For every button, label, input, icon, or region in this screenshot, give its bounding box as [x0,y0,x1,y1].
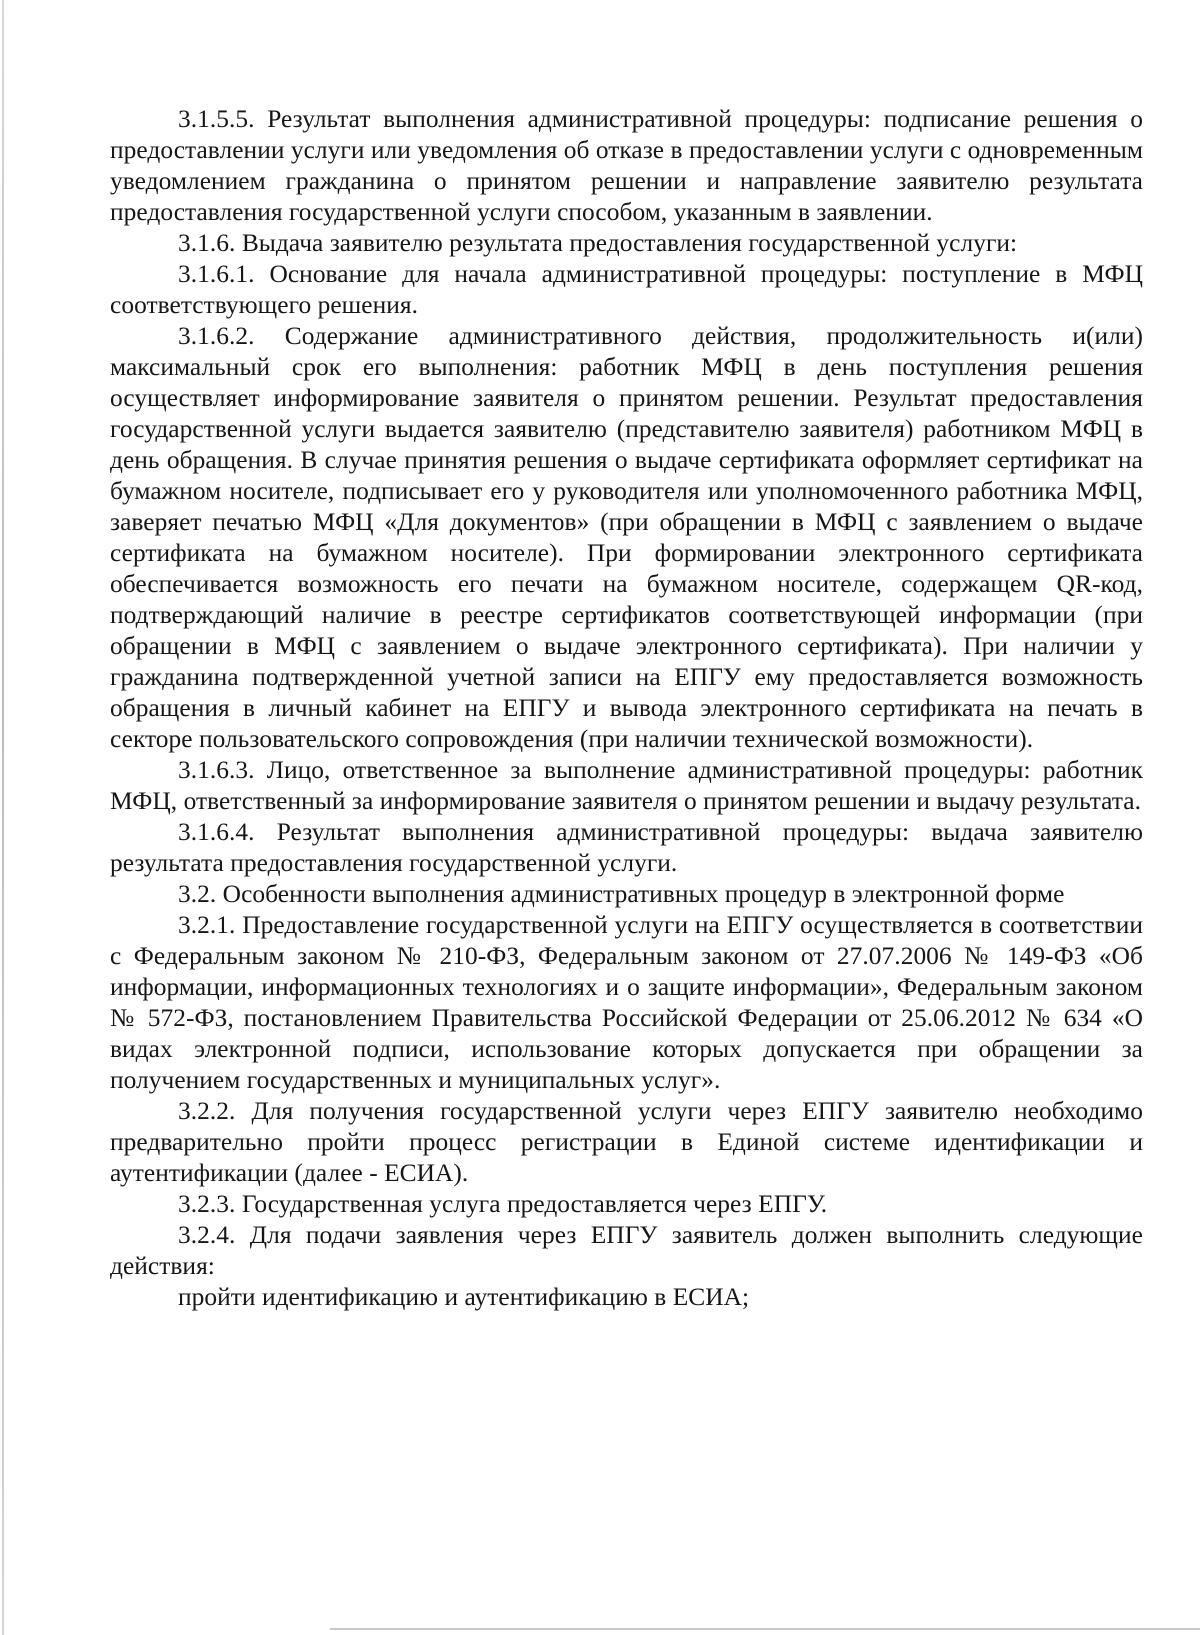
scan-edge-left [2,0,4,1635]
paragraph-3-2-1: 3.2.1. Предоставление государственной услуги на ЕПГУ осуществляется в соответствии с Федеральным законом № 210-ФЗ, Федеральным законом от 27.07.2006 № 149-ФЗ «Об информации, информационных технологиях и о защите информации», Федеральным законом № 572-ФЗ, постановлением Правительства Российской Федерации от 25.06.2012 № 634 «О видах электронной подписи, использование которых допускается при обращении за получением государственных и муниципальных услуг». [110,911,1143,1094]
paragraph-3-1-6-2: 3.1.6.2. Содержание административного действия, продолжительность и(или) максимальный срок его выполнения: работник МФЦ в день поступления решения осуществляет информирование заявителя о принятом решении. Результат предоставления государственной услуги выдается заявителю (представителю заявителя) работником МФЦ в день обращения. В случае принятия решения о выдаче сертификата оформляет сертификат на бумажном носителе, подписывает его у руководителя или уполномоченного работника МФЦ, заверяет печатью МФЦ «Для документов» (при обращении в МФЦ с заявлением о выдаче сертификата на бумажном носителе). При формировании электронного сертификата обеспечивается возможность его печати на бумажном носителе, содержащем QR-код, подтверждающий наличие в реестре сертификатов соответствующей информации (при обращении в МФЦ с заявлением о выдаче электронного сертификата). При наличии у гражданина подтвержденной учетной записи на ЕПГУ ему предоставляется возможность обращения в личный кабинет на ЕПГУ и вывода электронного сертификата на печать в секторе пользовательского сопровождения (при наличии технической возможности). [110,322,1143,753]
paragraph-3-1-5-5: 3.1.5.5. Результат выполнения административной процедуры: подписание решения о предоставлении услуги или уведомления об отказе в предоставлении услуги с одновременным уведомлением гражданина о принятом решении и направление заявителю результата предоставления государственной услуги способом, указанным в заявлении. [110,105,1143,226]
paragraph-3-2-3: 3.2.3. Государственная услуга предоставляется через ЕПГУ. [178,1190,828,1218]
paragraph-3-1-6-1: 3.1.6.1. Основание для начала административной процедуры: поступление в МФЦ соответствующего решения. [110,260,1143,319]
paragraph-3-2: 3.2. Особенности выполнения административных процедур в электронной форме [178,880,1065,908]
document-page [110,104,1143,1313]
paragraph-3-2-4: 3.2.4. Для подачи заявления через ЕПГУ заявитель должен выполнить следующие действия: [110,1221,1143,1280]
paragraph-list-item-esia: пройти идентификацию и аутентификацию в ЕСИА; [178,1283,750,1311]
scan-edge-bottom [330,1628,1200,1630]
paragraph-3-2-2: 3.2.2. Для получения государственной услуги через ЕПГУ заявителю необходимо предварительно пройти процесс регистрации в Единой системе идентификации и аутентификации (далее - ЕСИА). [110,1097,1143,1187]
paragraph-3-1-6: 3.1.6. Выдача заявителю результата предоставления государственной услуги: [178,229,1018,257]
paragraph-3-1-6-3: 3.1.6.3. Лицо, ответственное за выполнение административной процедуры: работник МФЦ, ответственный за информирование заявителя о принятом решении и выдачу результата. [110,756,1143,815]
paragraph-3-1-6-4: 3.1.6.4. Результат выполнения административной процедуры: выдача заявителю результата предоставления государственной услуги. [110,818,1143,877]
